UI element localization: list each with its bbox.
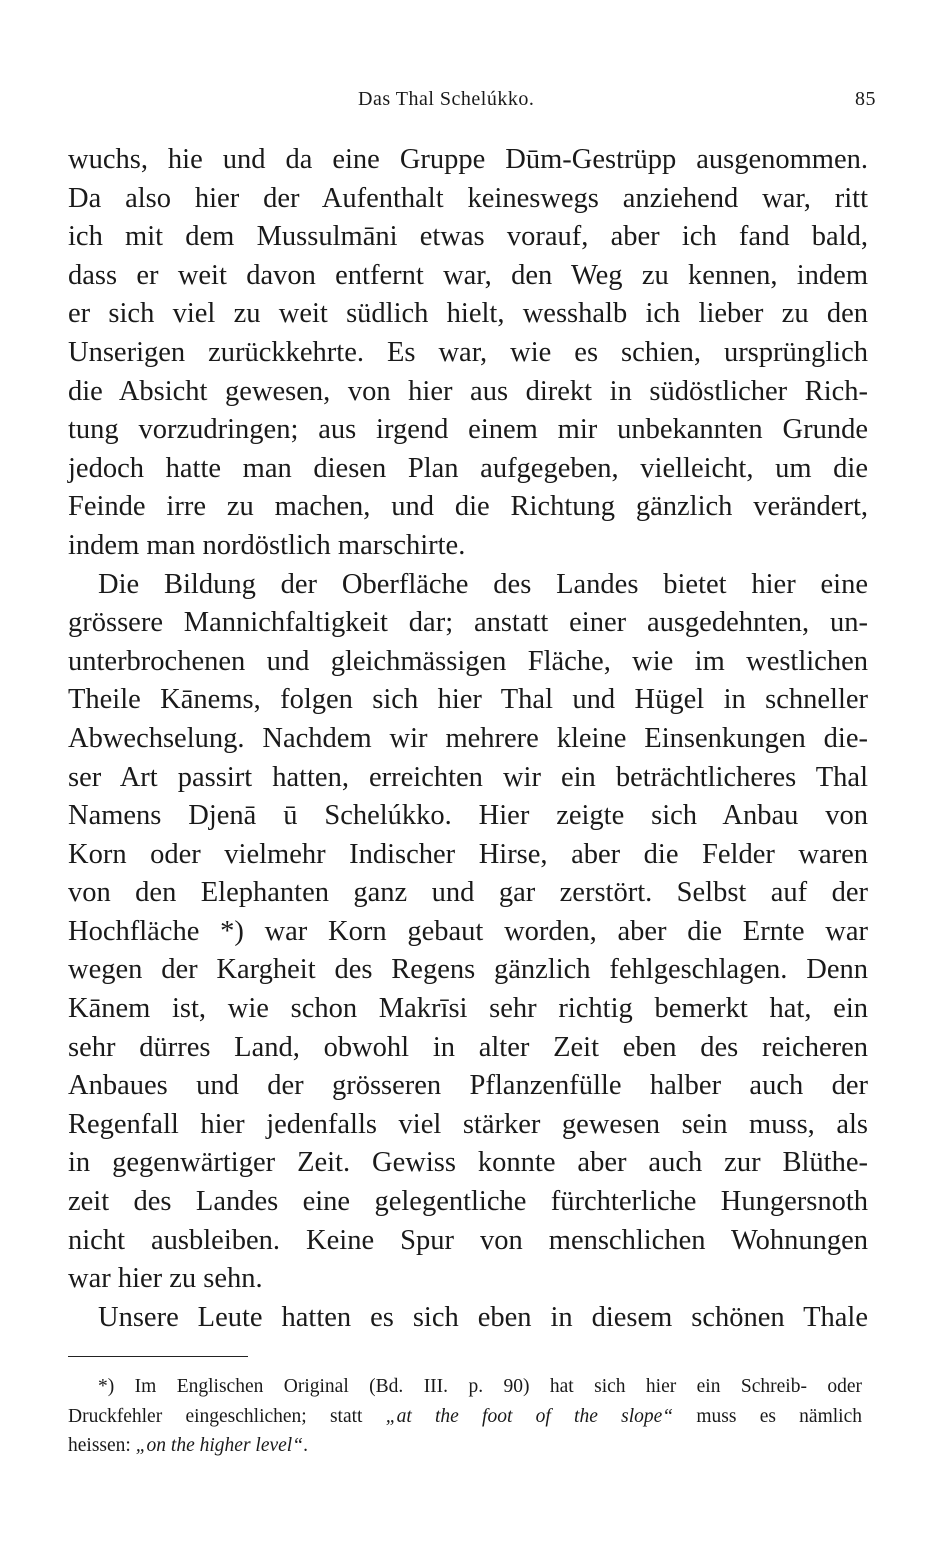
- text-line: Die Bildung der Oberfläche des Landes bietet hier eine: [98, 568, 868, 600]
- text-line: Da also hier der Aufenthalt keineswegs anziehend war, ritt: [68, 182, 868, 214]
- text-line: nicht ausbleiben. Keine Spur von menschlichen Wohnungen: [68, 1224, 868, 1256]
- body-text: [68, 141, 868, 1337]
- text-line: Korn oder vielmehr Indischer Hirse, aber die Felder waren: [68, 838, 868, 870]
- footnote-quote: „on the higher level“: [135, 1435, 304, 1456]
- text-line: er sich viel zu weit südlich hielt, wesshalb ich lieber zu den: [68, 298, 868, 330]
- text-line: Kānem ist, wie schon Makrīsi sehr richtig bemerkt hat, ein: [68, 993, 868, 1025]
- footnote-line: *) Im Englischen Original (Bd. III. p. 90) hat sich hier ein Schreib- oder: [98, 1376, 862, 1397]
- running-title: Das Thal Schelúkko.: [358, 88, 535, 110]
- text-line: tung vorzudringen; aus irgend einem mir unbekannten Grunde: [68, 414, 868, 446]
- text-line: ich mit dem Mussulmāni etwas vorauf, aber ich fand bald,: [68, 221, 868, 253]
- text-line: Theile Kānems, folgen sich hier Thal und Hügel in schneller: [68, 684, 868, 716]
- text-line: Regenfall hier jedenfalls viel stärker gewesen sein muss, als: [68, 1108, 868, 1140]
- text-line: zeit des Landes eine gelegentliche fürchterliche Hungersnoth: [68, 1186, 868, 1218]
- text-line: Abwechselung. Nachdem wir mehrere kleine Einsenkungen die-: [68, 722, 868, 754]
- text-line: sehr dürres Land, obwohl in alter Zeit eben des reicheren: [68, 1031, 868, 1063]
- text-line: indem man nordöstlich marschirte.: [68, 529, 466, 561]
- text-line: Feinde irre zu machen, und die Richtung gänzlich verändert,: [68, 491, 868, 523]
- text-line: grössere Mannichfaltigkeit dar; anstatt einer ausgedehnten, un-: [68, 607, 868, 639]
- footnote-line: [68, 1431, 862, 1461]
- footnote-text: Druckfehler eingeschlichen; statt: [68, 1405, 386, 1427]
- text-line: wegen der Kargheit des Regens gänzlich fehlgeschlagen. Denn: [68, 954, 868, 986]
- text-line: die Absicht gewesen, von hier aus direkt in südöstlicher Rich-: [68, 375, 868, 407]
- text-line: Namens Djenā ū Schelúkko. Hier zeigte sich Anbau von: [68, 800, 868, 832]
- footnote-text: .: [303, 1435, 308, 1456]
- footnote: [68, 1372, 862, 1461]
- footnote-text: heissen:: [68, 1435, 136, 1456]
- text-line: ser Art passirt hatten, erreichten wir ein beträchtlicheres Thal: [68, 761, 868, 793]
- footnote-text: muss es nämlich: [673, 1405, 862, 1427]
- text-line: Unserigen zurückkehrte. Es war, wie es schien, ursprünglich: [68, 336, 868, 368]
- text-line: in gegenwärtiger Zeit. Gewiss konnte aber auch zur Blüthe-: [68, 1147, 868, 1179]
- text-line: dass er weit davon entfernt war, den Weg zu kennen, indem: [68, 259, 868, 291]
- text-line: war hier zu sehn.: [68, 1263, 263, 1295]
- page-number: 85: [855, 88, 876, 110]
- text-line: wuchs, hie und da eine Gruppe Dūm-Gestrüpp ausgenommen.: [68, 144, 868, 175]
- running-head: [68, 88, 876, 118]
- text-line: Anbaues und der grösseren Pflanzenfülle halber auch der: [68, 1070, 868, 1102]
- footnote-quote: „at the foot of the slope“: [385, 1405, 674, 1427]
- footnote-line: [68, 1402, 862, 1432]
- text-line: Hochfläche *) war Korn gebaut worden, aber die Ernte war: [68, 915, 868, 947]
- footnote-rule: [68, 1356, 248, 1357]
- text-line: unterbrochenen und gleichmässigen Fläche, wie im westlichen: [68, 645, 868, 677]
- text-line: jedoch hatte man diesen Plan aufgegeben, vielleicht, um die: [68, 452, 868, 484]
- text-line: von den Elephanten ganz und gar zerstört. Selbst auf der: [68, 877, 868, 909]
- text-line: Unsere Leute hatten es sich eben in diesem schönen Thale: [98, 1301, 868, 1333]
